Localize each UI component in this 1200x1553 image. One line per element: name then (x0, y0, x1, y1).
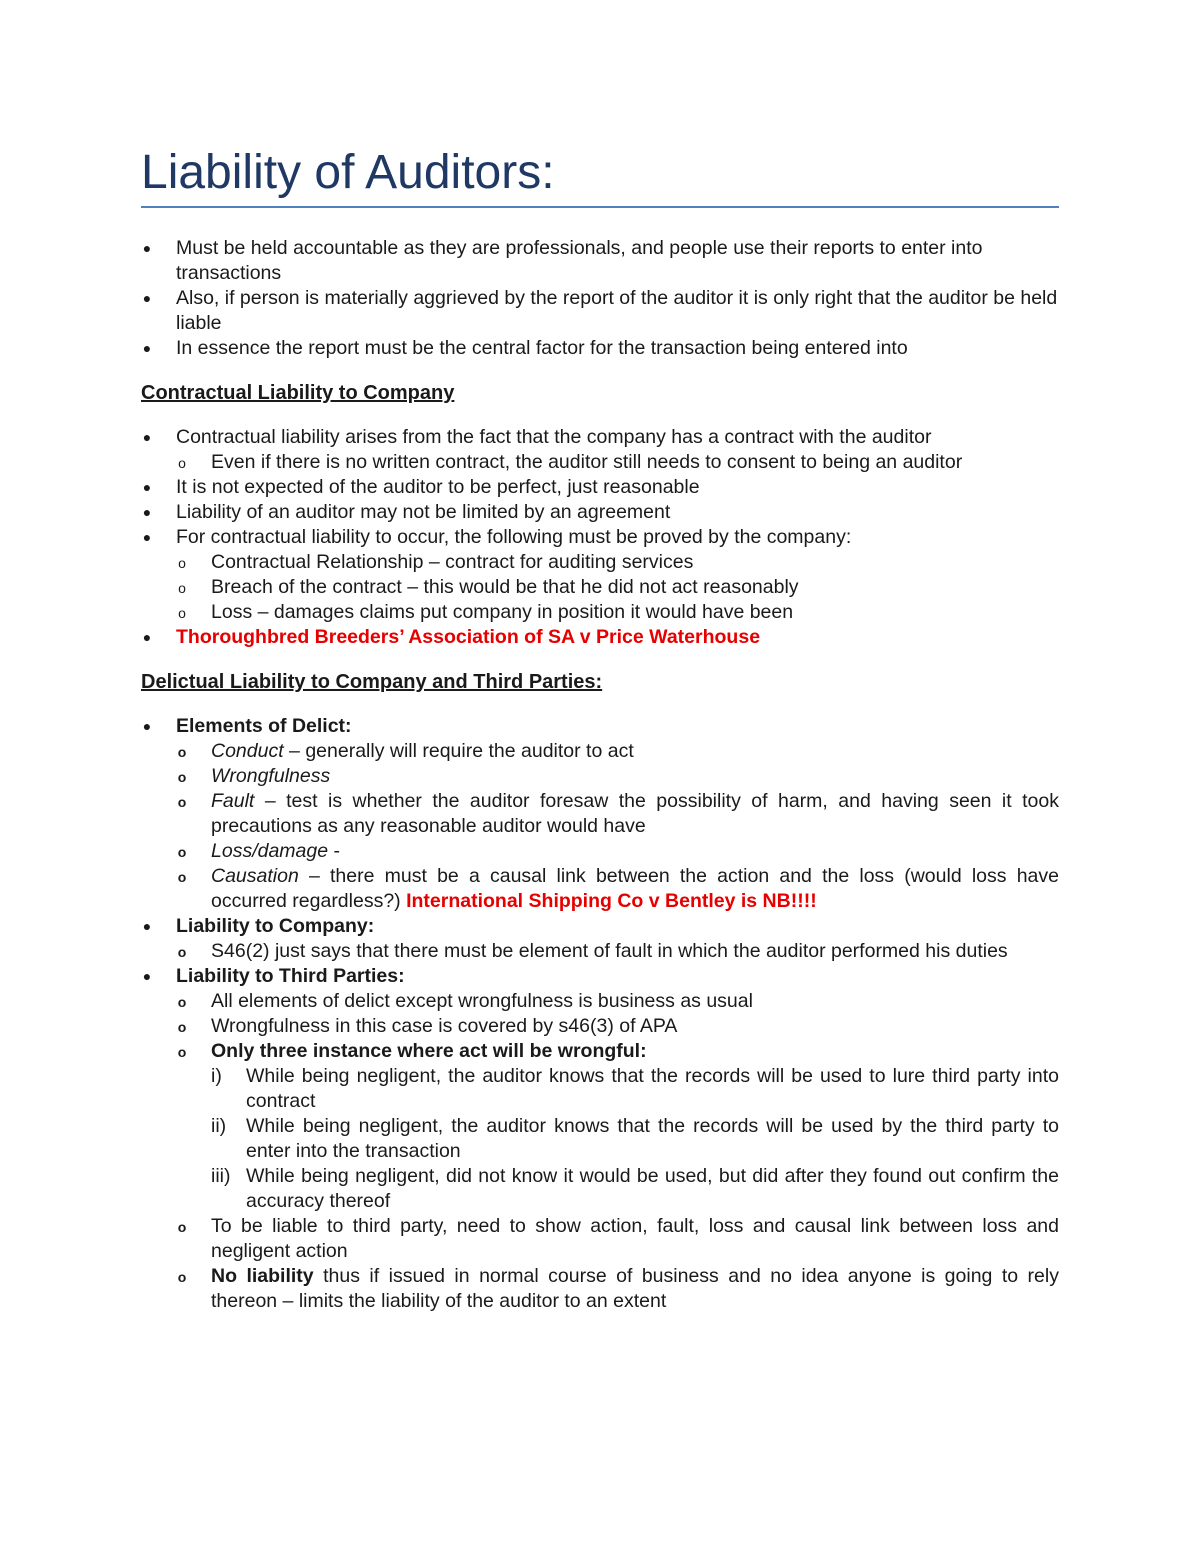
section-heading-contractual: Contractual Liability to Company (141, 382, 455, 404)
list-item: ● Contractual liability arises from the fact that the company has a contract with the auditor o Even if there is no written contract, the auditor still needs to consent to being an auditor (141, 425, 1059, 475)
page-title: Liability of Auditors: (141, 146, 555, 199)
circle-bullet-icon: o (177, 1269, 187, 1285)
sub-list-item: o Wrongfulness in this case is covered by s46(3) of APA (176, 1014, 1059, 1039)
bullet-icon: ● (142, 504, 152, 520)
sub-list-item: o Even if there is no written contract, the auditor still needs to consent to being an auditor (176, 450, 1059, 475)
circle-bullet-icon: o (177, 769, 187, 785)
sub-list (176, 939, 1059, 964)
sub-list-item: o S46(2) just says that there must be element of fault in which the auditor performed his duties (176, 939, 1059, 964)
circle-bullet-icon: o (177, 794, 187, 810)
roman-list-item: ii) While being negligent, the auditor knows that the records will be used by the third party to enter into the transaction (211, 1115, 1059, 1162)
case-reference: International Shipping Co v Bentley is NB!!!! (406, 890, 817, 912)
list-item: ● Must be held accountable as they are professionals, and people use their reports to enter into transactions (142, 237, 983, 284)
sub-list-item: o Causation – there must be a causal link between the action and the loss (would loss have occurred regardless?) International Shipping Co v Bentley is NB!!!! (177, 865, 1059, 912)
list-item (141, 625, 1059, 650)
circle-bullet-icon: o (177, 844, 187, 860)
roman-numeral: ii) (211, 1115, 227, 1137)
sub-list-item: o All elements of delict except wrongfulness is business as usual (176, 989, 1059, 1014)
circle-bullet-icon: o (178, 605, 186, 621)
circle-bullet-icon: o (177, 944, 187, 960)
bullet-icon: ● (142, 479, 152, 495)
bullet-icon: ● (142, 240, 152, 256)
list-item: ● Liability of an auditor may not be limited by an agreement (142, 501, 671, 523)
bullet-icon: ● (142, 290, 152, 306)
circle-bullet-icon: o (178, 580, 186, 596)
list-item: ● Liability to Third Parties: o All elements of delict except wrongfulness is business as usual o Wrongfulness in this case is covered by s46(3) of APA o Only three instance where act will be wrongful: i) While being negligent, the auditor knows that the records will be used to lure third party into contract ii) While being negligent, the auditor knows that the records will be used by the third party to enter into the transaction iii) While being negligent, did not know it would be used, but did after they found out confirm the accuracy thereof o To be liable to third party, need to show action, fault, loss and causal link between loss and negligent action o No liability thus if issued in normal course of business and no idea anyone is going to rely thereon – limits the liability of the auditor to an extent (142, 965, 1059, 1312)
section-heading-delictual: Delictual Liability to Company and Third Parties: (141, 671, 603, 693)
sub-list (176, 739, 1059, 914)
bullet-icon: ● (142, 918, 152, 934)
roman-list-item: i) While being negligent, the auditor knows that the records will be used to lure third party into contract (211, 1065, 1059, 1112)
contractual-bullet-list (141, 425, 1059, 650)
intro-bullet-list (141, 236, 1059, 361)
sub-list (176, 450, 1059, 475)
document-page (141, 140, 1059, 1314)
list-item: ● Elements of Delict: o Conduct – generally will require the auditor to act o Wrongfulness o Fault – test is whether the auditor foresaw the possibility of harm, and having seen it took precautions as any reasonable auditor would have o Loss/damage - o Causation – there must be a causal link between the action and the loss (would loss have occurred regardless?) International Shipping Co v Bentley is NB!!!! (142, 715, 1059, 912)
circle-bullet-icon: o (177, 1219, 187, 1235)
circle-bullet-icon: o (178, 555, 186, 571)
roman-numeral: iii) (211, 1165, 231, 1187)
sub-list-item: o To be liable to third party, need to show action, fault, loss and causal link between loss and negligent action (177, 1215, 1059, 1262)
roman-list-item: iii) While being negligent, did not know it would be used, but did after they found out confirm the accuracy thereof (211, 1165, 1059, 1212)
sub-list-item: o Wrongfulness (176, 764, 1059, 789)
sub-list-item: o Contractual Relationship – contract for auditing services (176, 550, 1059, 575)
list-item: ● For contractual liability to occur, the following must be proved by the company: o Contractual Relationship – contract for auditing services o Breach of the contract – this would be that he did not act reasonably o Loss – damages claims put company in position it would have been (141, 525, 1059, 625)
bullet-icon: ● (142, 629, 152, 645)
sub-list-item: o Fault – test is whether the auditor foresaw the possibility of harm, and having seen it took precautions as any reasonable auditor would have (177, 790, 1059, 837)
list-item: ● Also, if person is materially aggrieved by the report of the auditor it is only right that the auditor be held liable (142, 287, 1058, 334)
sub-list (176, 989, 1059, 1314)
sub-list-item: o Loss – damages claims put company in position it would have been (176, 600, 1059, 625)
roman-list (211, 1064, 1059, 1214)
list-item: ● Liability to Company: o S46(2) just says that there must be element of fault in which the auditor performed his duties (141, 914, 1059, 964)
sub-list-item: o Only three instance where act will be wrongful: i) While being negligent, the auditor knows that the records will be used to lure third party into contract ii) While being negligent, the auditor knows that the records will be used by the third party to enter into the transaction iii) While being negligent, did not know it would be used, but did after they found out confirm the accuracy thereof (177, 1040, 1059, 1212)
title-underline-rule (141, 206, 1059, 208)
bullet-icon: ● (142, 968, 152, 984)
roman-numeral: i) (211, 1065, 222, 1087)
list-item: ● It is not expected of the auditor to be perfect, just reasonable (142, 476, 700, 498)
circle-bullet-icon: o (177, 1019, 187, 1035)
circle-bullet-icon: o (177, 744, 187, 760)
bullet-icon: ● (142, 529, 152, 545)
delictual-bullet-list (141, 714, 1059, 1314)
list-item: ● In essence the report must be the central factor for the transaction being entered into (142, 337, 908, 359)
bullet-icon: ● (142, 429, 152, 445)
circle-bullet-icon: o (177, 869, 187, 885)
bullet-icon: ● (142, 718, 152, 734)
sub-list (176, 550, 1059, 625)
sub-list-item: o Breach of the contract – this would be that he did not act reasonably (176, 575, 1059, 600)
sub-list-item: o Loss/damage - (176, 839, 1059, 864)
case-reference: Thoroughbred Breeders’ Association of SA v Price Waterhouse (176, 626, 761, 648)
circle-bullet-icon: o (177, 1044, 187, 1060)
circle-bullet-icon: o (178, 455, 186, 471)
circle-bullet-icon: o (177, 994, 187, 1010)
sub-list-item: o Conduct – generally will require the auditor to act (176, 739, 1059, 764)
sub-list-item: o No liability thus if issued in normal course of business and no idea anyone is going to rely thereon – limits the liability of the auditor to an extent (177, 1265, 1059, 1312)
bullet-icon: ● (142, 340, 152, 356)
